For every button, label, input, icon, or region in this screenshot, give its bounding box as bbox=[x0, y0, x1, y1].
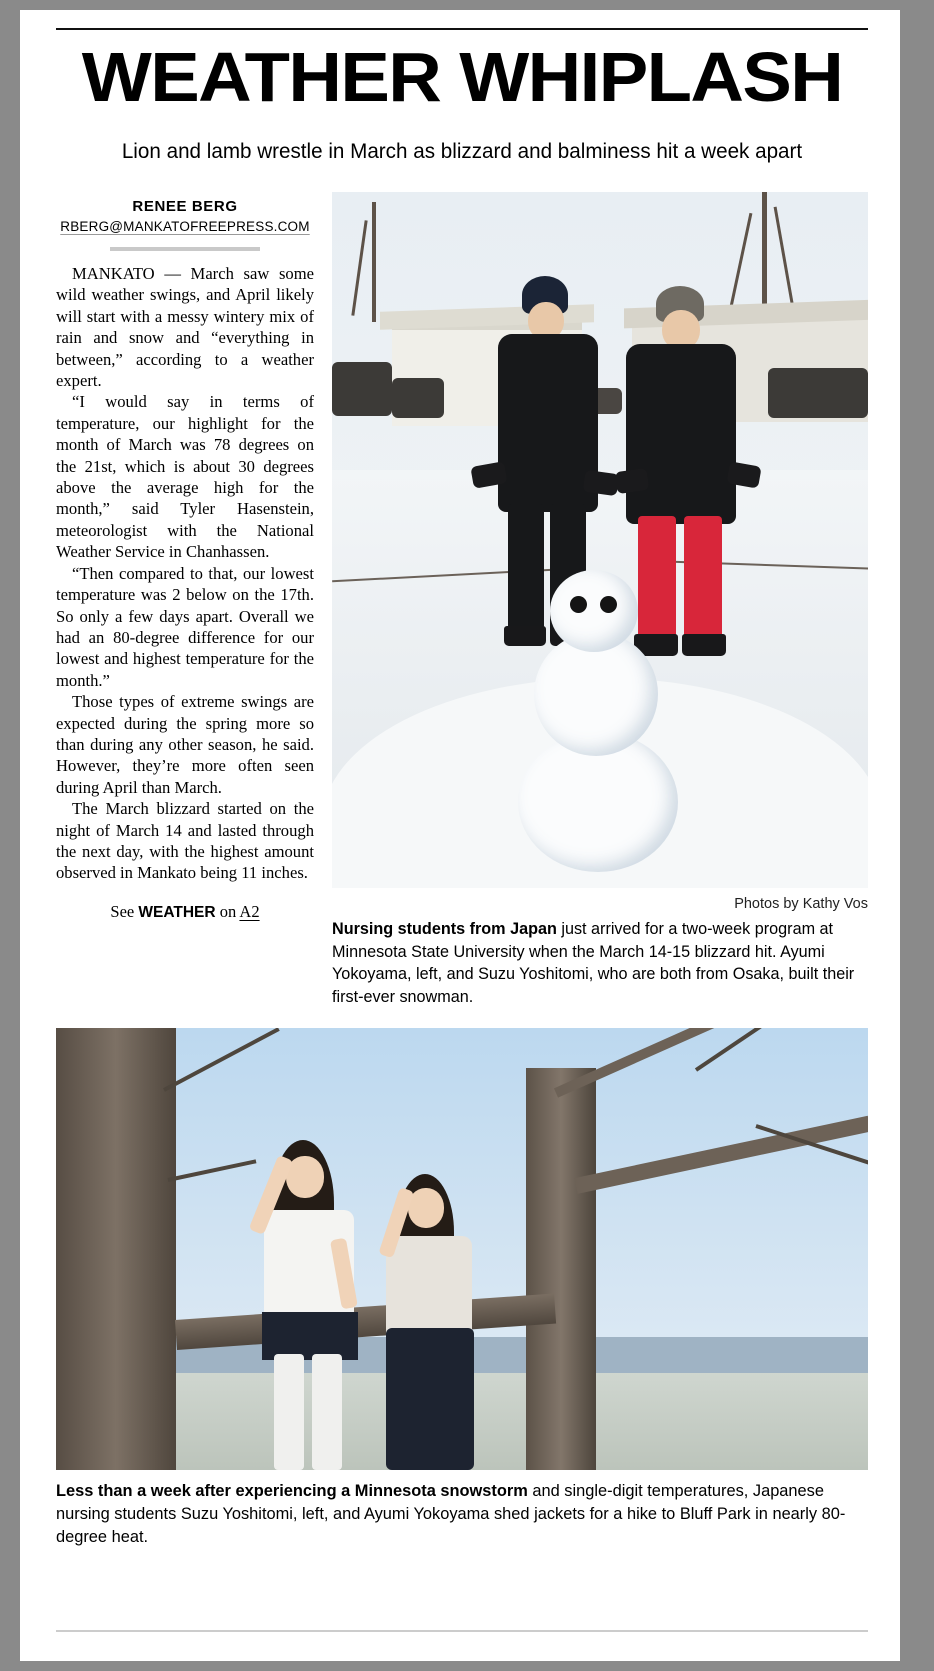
photo-top-caption bbox=[332, 918, 872, 1008]
shrub bbox=[768, 368, 868, 418]
jump-line bbox=[56, 902, 314, 922]
page-headline: WEATHER WHIPLASH bbox=[81, 38, 843, 116]
caption-lead: Nursing students from Japan bbox=[332, 920, 557, 938]
face bbox=[408, 1188, 444, 1228]
article-column bbox=[56, 192, 314, 922]
snow-pants bbox=[684, 516, 722, 642]
leg bbox=[274, 1354, 304, 1470]
byline-divider bbox=[110, 247, 260, 251]
boot bbox=[682, 634, 726, 656]
skirt bbox=[262, 1312, 358, 1360]
caption-body: just arrived for a two-week program at Minnesota State University when the March 14-15 blizzard hit. Ayumi Yokoyama, left, and Suzu Yoshitomi, who are both from Osaka, built their first-ever snowman. bbox=[332, 920, 855, 1006]
byline-author: RENEE BERG bbox=[132, 198, 238, 215]
winter-coat bbox=[626, 344, 736, 524]
article-body bbox=[56, 263, 314, 884]
top-divider bbox=[56, 28, 868, 30]
pants bbox=[508, 504, 544, 634]
caption-body: and single-digit temperatures, Japanese nursing students Suzu Yoshitomi, left, and Ayumi Yokoyama shed jackets for a hike to Bluff Park in nearly 80-degree heat. bbox=[56, 1482, 846, 1546]
article-paragraph: The March blizzard started on the night of March 14 and lasted through the next day, with the highest amount observed in Mankato being 11 inches. bbox=[56, 799, 314, 883]
light-top bbox=[386, 1236, 472, 1336]
glove bbox=[583, 470, 620, 497]
photo-snowman bbox=[332, 192, 868, 888]
photo-bluff-park bbox=[56, 1028, 868, 1470]
article-paragraph: “Then compared to that, our lowest temperature was 2 below on the 17th. So only a few days apart. Overall we had an 80-degree difference for our lowest and highest temperature for the month.” bbox=[56, 563, 314, 690]
snowman-head bbox=[550, 570, 638, 652]
article-paragraph: Those types of extreme swings are expected during the spring more so than during any other season, he said. However, they’re more often seen during April than March. bbox=[56, 692, 314, 797]
bottom-divider bbox=[56, 1630, 868, 1632]
leg bbox=[312, 1354, 342, 1470]
boot bbox=[504, 626, 546, 646]
tree-icon bbox=[372, 202, 376, 322]
page-subhead: Lion and lamb wrestle in March as blizzard and balminess hit a week apart bbox=[121, 139, 803, 163]
article-paragraph: “I would say in terms of temperature, our highlight for the month of March was 78 degrees on the 21st, which is about 30 degrees above the average high for the month,” said Tyler Hasenstein, meteorologist with the National Weather Service in Chanhassen. bbox=[56, 392, 314, 562]
shrub bbox=[332, 362, 392, 416]
caption-lead: Less than a week after experiencing a Minnesota snowstorm bbox=[56, 1482, 528, 1500]
article-paragraph: MANKATO — March saw some wild weather swings, and April likely will start with a messy wintery mix of rain and snow and “everything in between,” according to a weather expert. bbox=[56, 264, 314, 391]
newspaper-page bbox=[20, 10, 900, 1661]
jump-on-label: on bbox=[219, 901, 237, 921]
tree-trunk bbox=[56, 1028, 176, 1470]
snowman-eye bbox=[570, 596, 587, 613]
glove bbox=[615, 468, 650, 494]
photo-credit: Photos by Kathy Vos bbox=[734, 896, 868, 912]
snow-pants bbox=[638, 516, 676, 642]
snowman-eye bbox=[600, 596, 617, 613]
photo-bottom-caption bbox=[56, 1480, 868, 1549]
shrub bbox=[392, 378, 444, 418]
jump-section-label: WEATHER bbox=[138, 903, 216, 921]
jump-page-link[interactable]: A2 bbox=[239, 901, 260, 921]
tree-trunk bbox=[526, 1068, 596, 1470]
byline-email[interactable]: RBERG@MANKATOFREEPRESS.COM bbox=[60, 219, 310, 234]
jump-see-label: See bbox=[110, 901, 135, 921]
dark-pants bbox=[386, 1328, 474, 1470]
